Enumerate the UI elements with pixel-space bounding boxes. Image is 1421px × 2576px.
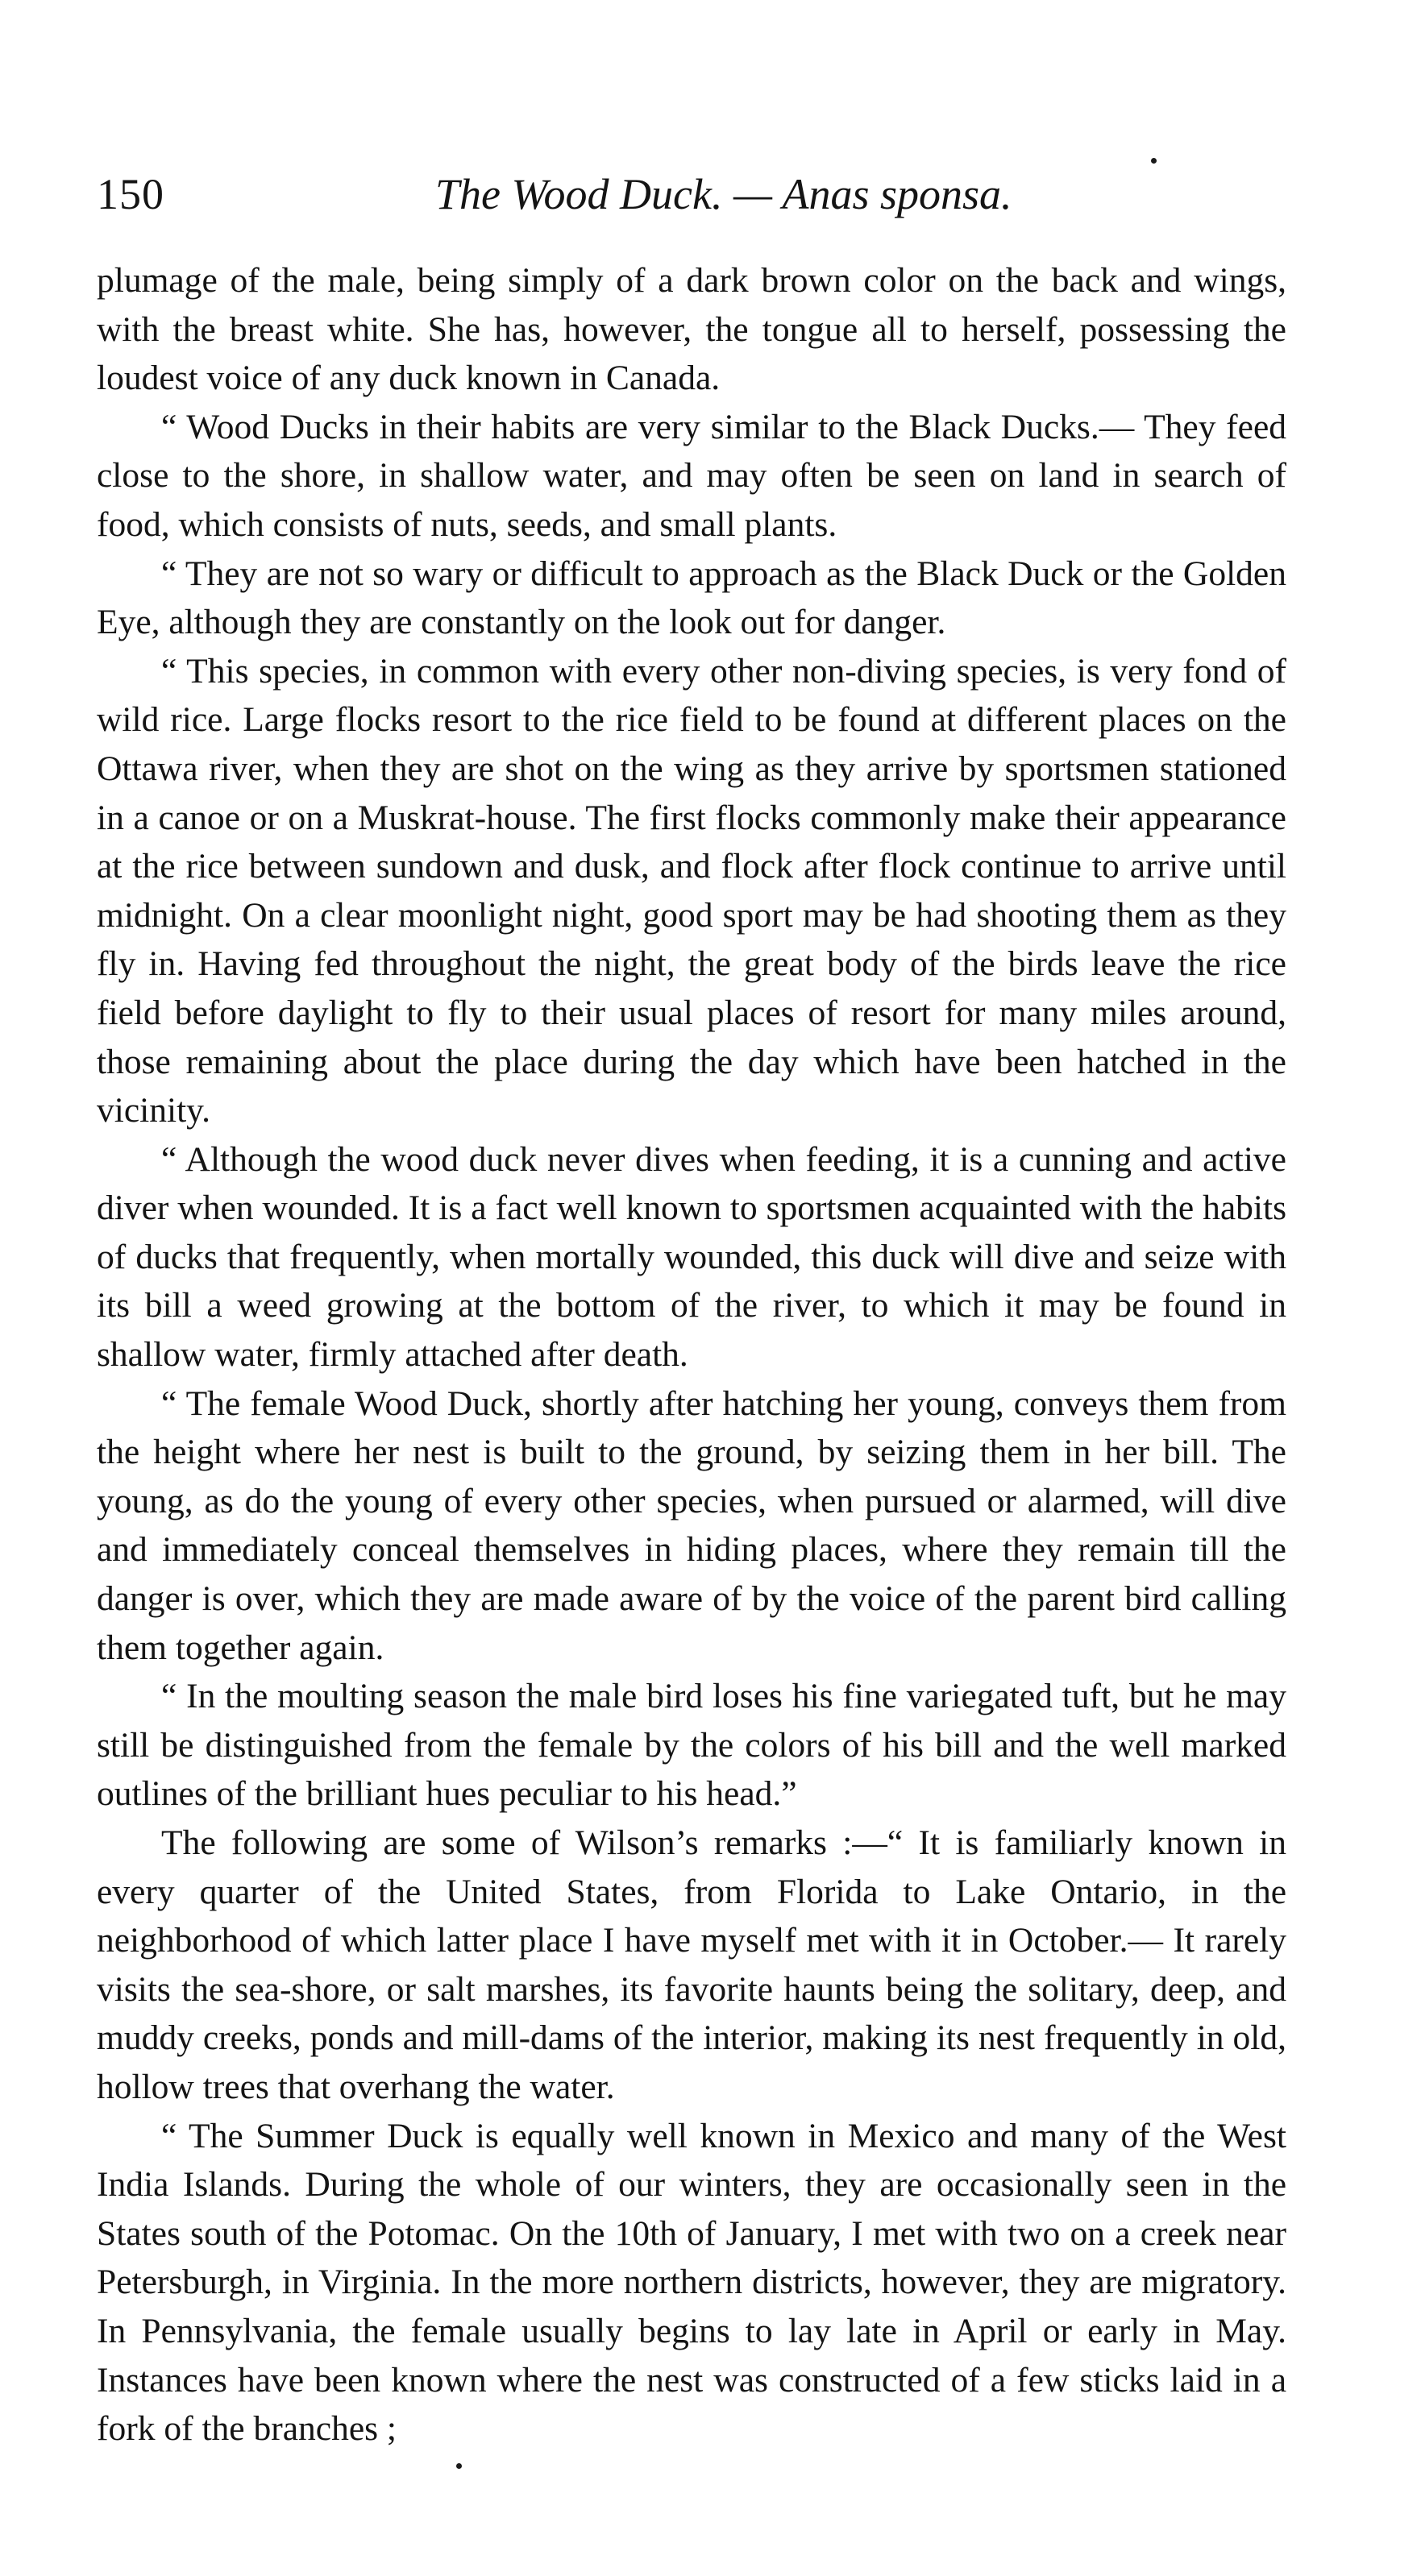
paragraph-continued: plumage of the male, being simply of a dark brown color on the back and wings, with the breast white. She has, however, the tongue all to herself, possessing the loudest voice of any duck known in Canada. xyxy=(97,261,1286,398)
ink-speck xyxy=(456,2463,462,2469)
running-title: The Wood Duck. — Anas sponsa. xyxy=(435,170,1012,218)
page-number: 150 xyxy=(97,170,164,218)
paragraph: The following are some of Wilson’s remarks :—“ It is familiarly known in every quarter of the United States, from Florida to Lake Ontario, in the neighborhood of which latter place I have myself met with it in October.— It rarely visits the sea-shore, or salt marshes, its favorite haunts being the solitary, deep, and muddy creeks, ponds and mill-dams of the interior, making its nest frequently in old, hollow trees that overhang the water. xyxy=(97,1823,1286,2106)
paragraph: “ This species, in common with every other non-diving species, is very fond of wild rice. Large flocks resort to the rice field to be found at different places on the Ottawa river, when they are shot on the wing as they arrive by sportsmen stationed in a canoe or on a Muskrat-house. The first flocks commonly make their appearance at the rice between sundown and dusk, and flock after flock continue to arrive until midnight. On a clear moonlight night, good sport may be had shooting them as they fly in. Having fed throughout the night, the great body of the birds leave the rice field before daylight to fly to their usual places of resort for many miles around, those remaining about the place during the day which have been hatched in the vicinity. xyxy=(97,651,1286,1130)
paragraph: “ In the moulting season the male bird loses his fine variegated tuft, but he may still be distinguished from the female by the colors of his bill and the well marked outlines of the brilliant hues peculiar to his head.” xyxy=(97,1677,1286,1814)
paragraph: “ They are not so wary or difficult to approach as the Black Duck or the Golden Eye, although they are constantly on the look out for danger. xyxy=(97,554,1286,642)
book-page xyxy=(97,169,1286,2454)
paragraph: “ Wood Ducks in their habits are very similar to the Black Ducks.— They feed close to the shore, in shallow water, and may often be seen on land in search of food, which consists of nuts, seeds, and small plants. xyxy=(97,407,1286,544)
ink-speck xyxy=(1151,158,1157,164)
paragraph: “ Although the wood duck never dives when feeding, it is a cunning and active diver when wounded. It is a fact well known to sportsmen acquainted with the habits of ducks that frequently, when mortally wounded, this duck will dive and seize with its bill a weed growing at the bottom of the river, to which it may be found in shallow water, firmly attached after death. xyxy=(97,1139,1286,1375)
page-header xyxy=(97,169,1286,242)
body-text xyxy=(97,256,1286,2454)
paragraph: “ The Summer Duck is equally well known in Mexico and many of the West India Islands. During the whole of our winters, they are occasionally seen in the States south of the Potomac. On the 10th of January, I met with two on a creek near Petersburgh, in Virginia. In the more northern districts, however, they are migratory. In Pennsylvania, the female usually begins to lay late in April or early in May. Instances have been known where the nest was constructed of a few sticks laid in a fork of the branches ; xyxy=(97,2116,1286,2449)
paragraph: “ The female Wood Duck, shortly after hatching her young, conveys them from the height where her nest is built to the ground, by seizing them in her bill. The young, as do the young of every other species, when pursued or alarmed, will dive and immediately conceal themselves in hiding places, where they remain till the danger is over, which they are made aware of by the voice of the parent bird calling them together again. xyxy=(97,1383,1286,1667)
